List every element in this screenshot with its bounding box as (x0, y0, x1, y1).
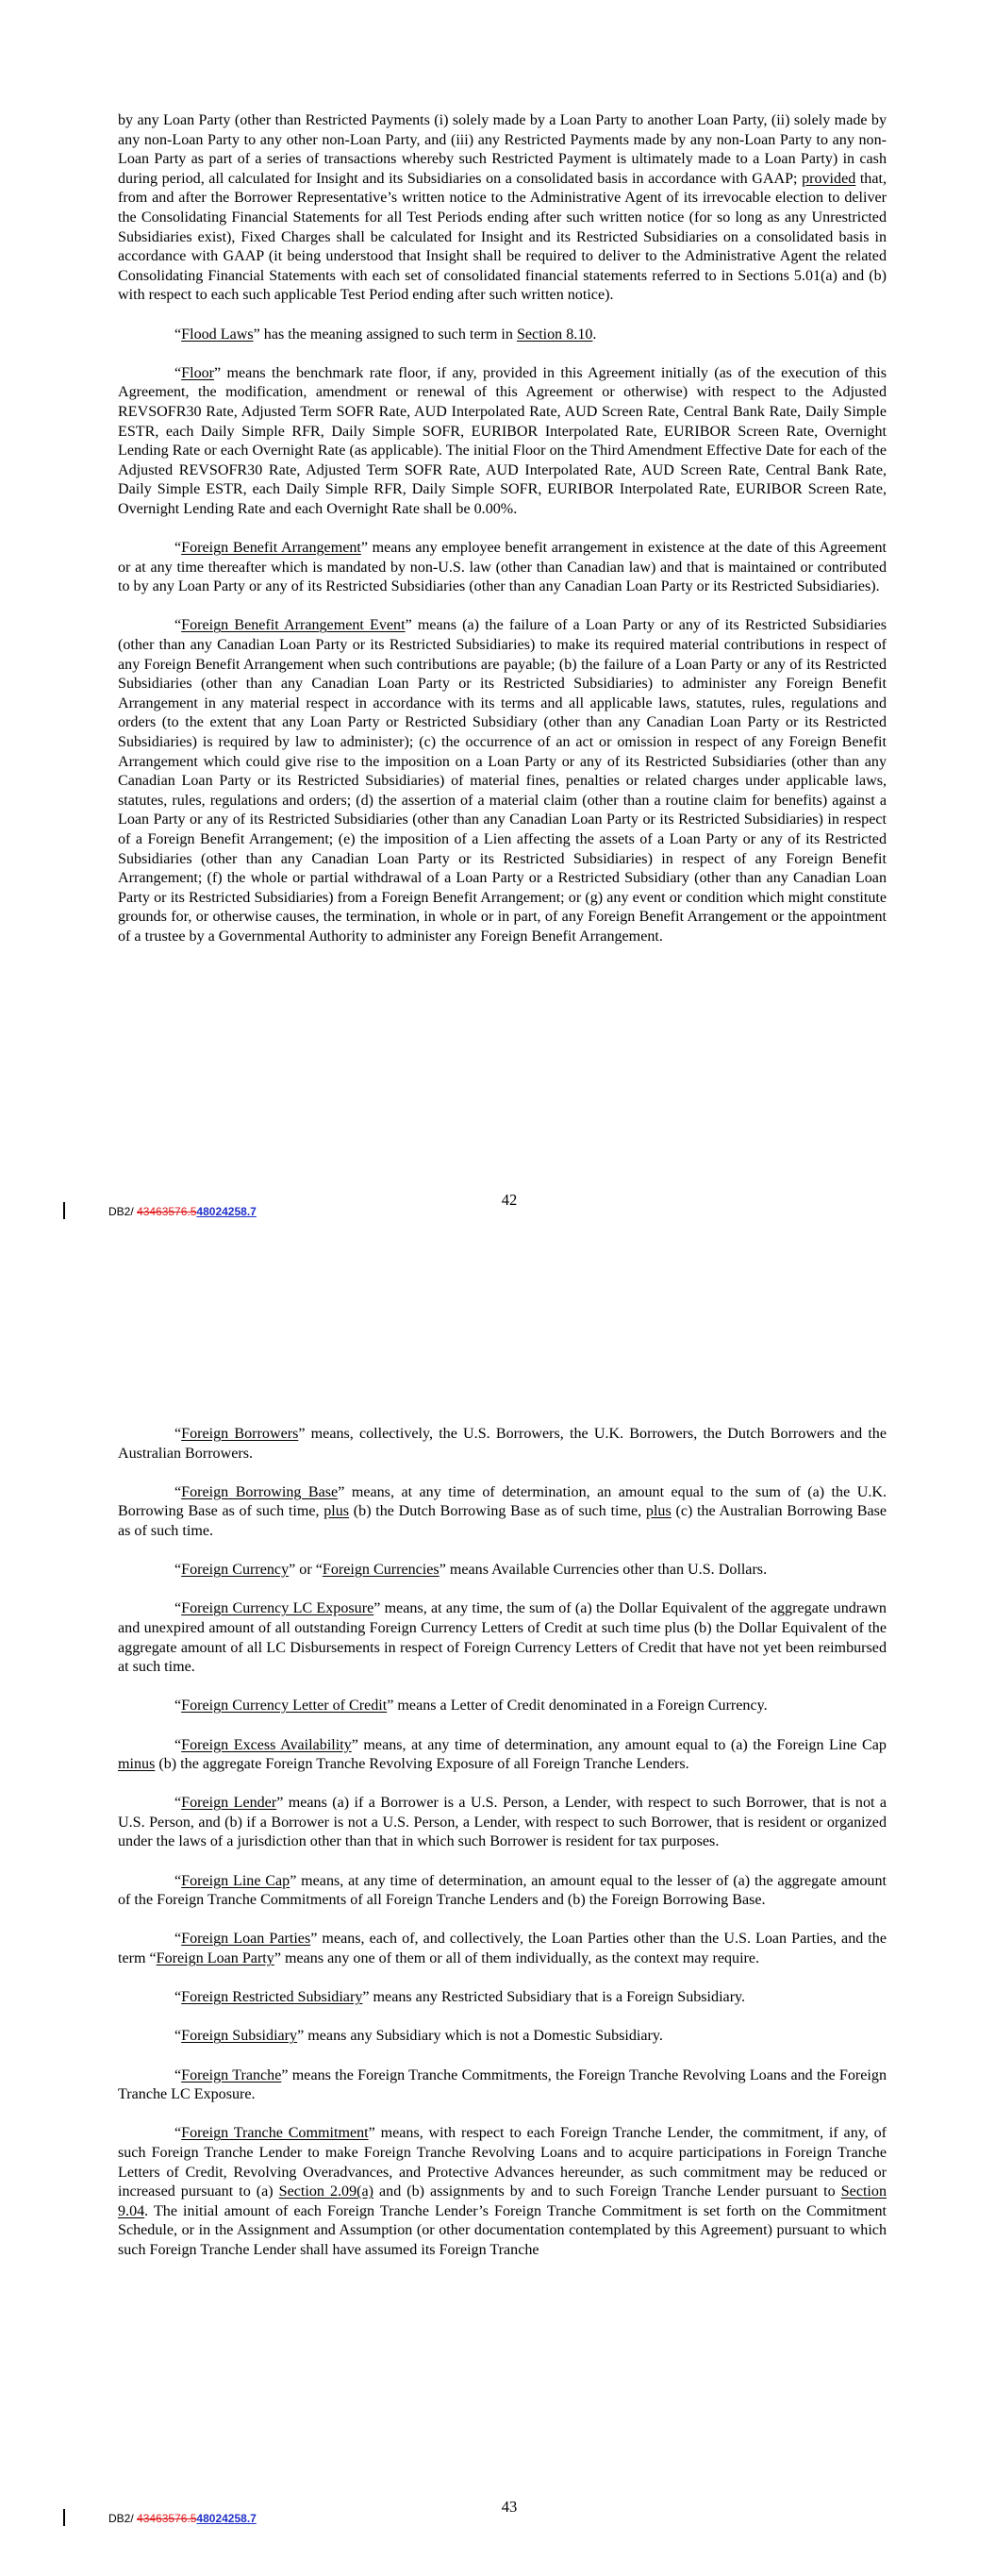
document-page-43 (0, 1378, 995, 2576)
text-run: ” means any employee benefit arrangement in existence at the date of this Agreement or at any time thereafter which is mandated by non-U.S. law (other than Canadian law) and that is maintained or contributed to by any Loan Party or any of its Restricted Subsidiaries (other than any Canadian Loan Party or its Restricted Subsidiaries). (118, 540, 887, 595)
text-run: ” means Available Currencies other than U.S. Dollars. (439, 1562, 768, 1579)
text-run: “ (174, 1989, 182, 2006)
text-run: ” means (a) the failure of a Loan Party or any of its Restricted Subsidiaries (other than any Canadian Loan Party or its Restricted Subsidiaries) to make its required material contributions in respect of any Foreign Benefit Arrangement when such contributions are payable; (b) the failure of a Loan Party or any of its Restricted Subsidiaries (other than any Canadian Loan Party or its Restricted Subsidiaries) to administer any Foreign Benefit Arrangement in any material respect in accordance with its terms and all applicable laws, statutes, rules, regulations and orders (to the extent that any Loan Party or Restricted Subsidiary (other than any Canadian Loan Party or its Restricted Subsidiaries) is required by law to administer); (c) the occurrence of an act or omission in respect of any Foreign Benefit Arrangement which could give rise to the imposition on a Loan Party or any of its Restricted Subsidiaries (other than any Canadian Loan Party or its Restricted Subsidiaries) of material fines, penalties or related charges under applicable laws, statutes, rules, regulations and orders; (d) the assertion of a material claim (other than a routine claim for benefits) against a Loan Party or any of its Restricted Subsidiaries (other than any Canadian Loan Party or its Restricted Subsidiaries) in respect of a Foreign Benefit Arrangement; (e) the imposition of a Lien affecting the assets of a Loan Party or any of its Restricted Subsidiaries (other than any Canadian Loan Party or its Restricted Subsidiaries) in respect of any Foreign Benefit Arrangement; (f) the whole or partial withdrawal of a Loan Party or a Restricted Subsidiary (other than any Canadian Loan Party or its Restricted Subsidiaries) from a Foreign Benefit Arrangement; or (g) any event or condition which might constitute grounds for, or otherwise causes, the termination, in whole or in part, of any Foreign Benefit Arrangement or the appointment of a trustee by a Governmental Authority to administer any Foreign Benefit Arrangement. (118, 617, 887, 945)
text-run: (b) the aggregate Foreign Tranche Revolving Exposure of all Foreign Tranche Lenders. (155, 1756, 689, 1773)
change-bar (63, 2509, 65, 2526)
document-id-prefix: DB2/ (108, 1205, 138, 1218)
defined-term: Section 8.10 (516, 326, 593, 343)
paragraph (118, 539, 887, 597)
text-run: “ (174, 1931, 182, 1948)
defined-term: Foreign Loan Parties (181, 1931, 311, 1948)
defined-term: minus (118, 1756, 156, 1773)
paragraph (118, 1697, 887, 1716)
text-run: “ (174, 1795, 182, 1812)
document-id-prefix: DB2/ (108, 2512, 138, 2525)
defined-term: Section 9.04 (118, 2183, 887, 2219)
defined-term: Foreign Benefit Arrangement (181, 540, 361, 557)
paragraph (118, 1425, 887, 1464)
text-run: that, from and after the Borrower Representative’s written notice to the Administrative Agent of its irrevocable election to deliver the Consolidating Financial Statements for all Test Periods ending after such written notice (for so long as any Unrestricted Subsidiaries exist), Fixed Charges shall be calculated for Insight and its Restricted Subsidiaries on a consolidated basis in accordance with GAAP (it being understood that Insight shall be required to deliver to the Administrative Agent the related Consolidating Financial Statements with each set of consolidated financial statements referred to in Sections 5.01(a) and (b) with respect to each such applicable Test Period ending after such written notice). (118, 170, 887, 304)
paragraph (118, 2027, 887, 2047)
text-run: ” means, each of, and collectively, the Loan Parties other than the U.S. Loan Parties, and the term “ (118, 1931, 887, 1967)
defined-term: Foreign Borrowers (181, 1426, 299, 1442)
paragraph (118, 1794, 887, 1852)
text-run: and (b) assignments by and to such Foreign Tranche Lender pursuant to (373, 2183, 841, 2200)
text-run: ” has the meaning assigned to such term in (253, 326, 517, 343)
defined-term: Foreign Line Cap (181, 1872, 290, 1889)
text-run: ” or “ (289, 1562, 323, 1579)
paragraph (118, 1736, 887, 1775)
text-run: ” means a Letter of Credit denominated in a Foreign Currency. (387, 1698, 768, 1715)
text-run: “ (174, 1600, 182, 1617)
text-run: ” means any one of them or all of them individually, as the context may require. (274, 1950, 760, 1967)
paragraph (118, 2066, 887, 2105)
paragraph (118, 2124, 887, 2260)
text-run: “ (174, 1562, 182, 1579)
defined-term: Flood Laws (181, 326, 254, 343)
change-bar (63, 1202, 65, 1219)
paragraph (118, 364, 887, 520)
document-id (108, 2512, 257, 2525)
paragraph (118, 1930, 887, 1968)
text-run: ” means the Foreign Tranche Commitments, the Foreign Tranche Revolving Loans and the Foreign Tranche LC Exposure. (118, 2066, 887, 2103)
paragraph (118, 616, 887, 946)
page-43-footer (0, 2498, 995, 2532)
paragraph (118, 1483, 887, 1542)
defined-term: Foreign Benefit Arrangement Event (181, 617, 406, 634)
page-42-body (118, 111, 887, 966)
defined-term: Foreign Subsidiary (181, 2028, 298, 2045)
text-run: (b) the Dutch Borrowing Base as of such time, (349, 1503, 646, 1520)
text-run: ” means, at any time of determination, any amount equal to (a) the Foreign Line Cap (351, 1736, 887, 1753)
page-43-body (118, 1425, 887, 2280)
defined-term: Foreign Currency (181, 1562, 290, 1579)
page-42-footer (0, 1191, 995, 1225)
paragraph (118, 1561, 887, 1581)
defined-term: plus (645, 1503, 672, 1520)
defined-term: Foreign Borrowing Base (181, 1483, 339, 1500)
defined-term: Floor (181, 364, 215, 381)
paragraph (118, 1872, 887, 1911)
document-page-42 (0, 0, 995, 1227)
text-run: “ (174, 1872, 182, 1889)
text-run: . The initial amount of each Foreign Tranche Lender’s Foreign Tranche Commitment is set forth on the Commitment Schedule, or in the Assignment and Assumption (or other documentation contemplated by this Agreement) pursuant to which such Foreign Tranche Lender shall have assumed its Foreign Tranche (118, 2202, 887, 2258)
defined-term: Foreign Lender (181, 1795, 277, 1812)
text-run: by any Loan Party (other than Restricted Payments (i) solely made by a Loan Party to another Loan Party, (ii) solely made by any non-Loan Party to any other non-Loan Party, and (iii) any Restricted Payments made by any non-Loan Party to any non-Loan Party as part of a series of transactions whereby such Restricted Payment is ultimately made to a Loan Party) in cash during period, all calculated for Insight and its Subsidiaries on a consolidated basis in accordance with GAAP; (118, 112, 887, 187)
text-run: ” means the benchmark rate floor, if any, provided in this Agreement initially (as of the execution of this Agreement, the modification, amendment or renewal of this Agreement or otherwise) with respect to the Adjusted REVSOFR30 Rate, Adjusted Term SOFR Rate, AUD Interpolated Rate, AUD Screen Rate, Central Bank Rate, Daily Simple ESTR, each Daily Simple RFR, Daily Simple SOFR, EURIBOR Interpolated Rate, EURIBOR Screen Rate, Overnight Lending Rate or each Overnight Rate (as applicable). The initial Floor on the Third Amendment Effective Date for each of the Adjusted REVSOFR30 Rate, Adjusted Term SOFR Rate, AUD Interpolated Rate, AUD Screen Rate, Central Bank Rate, Daily Simple ESTR, each Daily Simple RFR, Daily Simple SOFR, EURIBOR Interpolated Rate, EURIBOR Screen Rate, Overnight Lending Rate and each Overnight Rate shall be 0.00%. (118, 364, 887, 517)
text-run: “ (174, 2066, 182, 2083)
document-id (108, 1205, 257, 1218)
text-run: ” means, at any time, the sum of (a) the Dollar Equivalent of the aggregate undrawn and unexpired amount of all outstanding Foreign Currency Letters of Credit at such time plus (b) the Dollar Equivalent of the aggregate amount of all LC Disbursements in respect of Foreign Currency Letters of Credit that have not yet been reimbursed at such time. (118, 1600, 887, 1676)
text-run: “ (174, 2028, 182, 2045)
text-run: “ (174, 1736, 182, 1753)
text-run: (c) the Australian Borrowing Base as of such time. (118, 1503, 887, 1539)
text-run: “ (174, 1483, 182, 1500)
text-run: . (592, 326, 597, 343)
page-break (0, 1227, 995, 1378)
text-run: ” means, with respect to each Foreign Tranche Lender, the commitment, if any, of such Foreign Tranche Lender to make Foreign Tranche Revolving Loans and to acquire participations in Foreign Tranche Letters of Credit, Revolving Overadvances, and Protective Advances hereunder, as such commitment may be reduced or increased pursuant to (a) (118, 2125, 887, 2200)
defined-term: provided (802, 170, 856, 187)
page-number: 43 (501, 2498, 518, 2516)
defined-term: Foreign Currency LC Exposure (181, 1600, 374, 1617)
text-run: “ (174, 364, 182, 381)
defined-term: Section 2.09(a) (278, 2183, 373, 2200)
text-run: ” means any Restricted Subsidiary that is a Foreign Subsidiary. (362, 1989, 746, 2006)
defined-term: Foreign Restricted Subsidiary (181, 1989, 363, 2006)
document-id-deleted: 43463576.5 (137, 1205, 197, 1218)
defined-term: Foreign Loan Party (156, 1950, 274, 1967)
text-run: “ (174, 2125, 182, 2142)
text-run: ” means (a) if a Borrower is a U.S. Person, a Lender, with respect to such Borrower, that is not a U.S. Person, and (b) if a Borrower is not a U.S. Person, a Lender, with respect to such Borrower, that is resident or organized under the laws of a jurisdiction other than that in which such Borrower is resident for tax purposes. (118, 1795, 887, 1850)
paragraph (118, 326, 887, 345)
text-run: “ (174, 540, 182, 557)
defined-term: Foreign Excess Availability (181, 1736, 352, 1753)
document-id-inserted: 48024258.7 (196, 1205, 257, 1218)
defined-term: Foreign Currency Letter of Credit (181, 1698, 388, 1715)
defined-term: Foreign Tranche (181, 2066, 282, 2083)
text-run: ” means, at any time of determination, an amount equal to the sum of (a) the U.K. Borrowing Base as of such time, (118, 1483, 887, 1520)
text-run: “ (174, 1698, 182, 1715)
paragraph (118, 111, 887, 306)
text-run: ” means any Subsidiary which is not a Domestic Subsidiary. (297, 2028, 663, 2045)
paragraph (118, 1599, 887, 1677)
text-run: ” means, collectively, the U.S. Borrowers, the U.K. Borrowers, the Dutch Borrowers and the Australian Borrowers. (118, 1426, 887, 1462)
text-run: “ (174, 617, 182, 634)
page-number: 42 (501, 1191, 518, 1209)
document-id-inserted: 48024258.7 (196, 2512, 257, 2525)
defined-term: Foreign Tranche Commitment (181, 2125, 369, 2142)
text-run: ” means, at any time of determination, an amount equal to the lesser of (a) the aggregate amount of the Foreign Tranche Commitments of all Foreign Tranche Lenders and (b) the Foreign Borrowing Base. (118, 1872, 887, 1909)
text-run: “ (174, 326, 182, 343)
paragraph (118, 1988, 887, 2008)
text-run: “ (174, 1426, 182, 1442)
defined-term: plus (323, 1503, 350, 1520)
document-id-deleted: 43463576.5 (137, 2512, 197, 2525)
defined-term: Foreign Currencies (322, 1562, 439, 1579)
